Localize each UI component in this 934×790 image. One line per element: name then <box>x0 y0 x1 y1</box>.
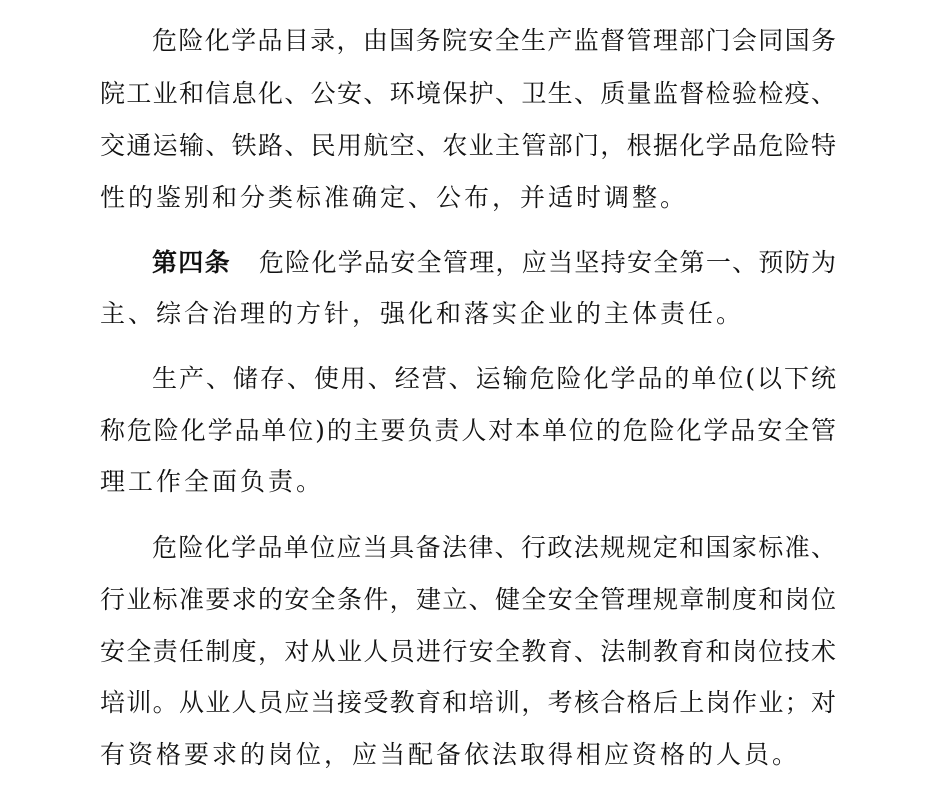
article-4-line-2: 主、综合治理的方针，强化和落实企业的主体责任。 <box>100 299 745 328</box>
paragraph-4-line-1: 危险化学品单位应当具备法律、行政法规规定和国家标准、 <box>152 533 836 562</box>
paragraph-1-line-2: 院工业和信息化、公安、环境保护、卫生、质量监督检验检疫、 <box>100 79 836 108</box>
paragraph-4-line-3: 安全责任制度，对从业人员进行安全教育、法制教育和岗位技术 <box>100 637 836 666</box>
paragraph-1-line-1: 危险化学品目录，由国务院安全生产监督管理部门会同国务 <box>152 26 836 55</box>
paragraph-4-line-4: 培训。从业人员应当接受教育和培训，考核合格后上岗作业；对 <box>100 688 836 717</box>
article-4-text: 危险化学品安全管理，应当坚持安全第一、预防为 <box>258 248 836 277</box>
paragraph-1-line-3: 交通运输、铁路、民用航空、农业主管部门，根据化学品危险特 <box>100 131 836 160</box>
paragraph-1-line-4: 性的鉴别和分类标准确定、公布，并适时调整。 <box>100 183 689 212</box>
paragraph-3-line-2: 称危险化学品单位)的主要负责人对本单位的危险化学品安全管 <box>100 416 836 445</box>
paragraph-4-line-2: 行业标准要求的安全条件，建立、健全安全管理规章制度和岗位 <box>100 585 836 614</box>
article-heading: 第四条 <box>152 248 231 277</box>
paragraph-3-line-1: 生产、储存、使用、经营、运输危险化学品的单位(以下统 <box>152 364 836 393</box>
paragraph-4-line-5: 有资格要求的岗位，应当配备依法取得相应资格的人员。 <box>100 740 801 769</box>
paragraph-3-line-3: 理工作全面负责。 <box>100 467 325 496</box>
article-4-line-1 <box>152 248 836 278</box>
